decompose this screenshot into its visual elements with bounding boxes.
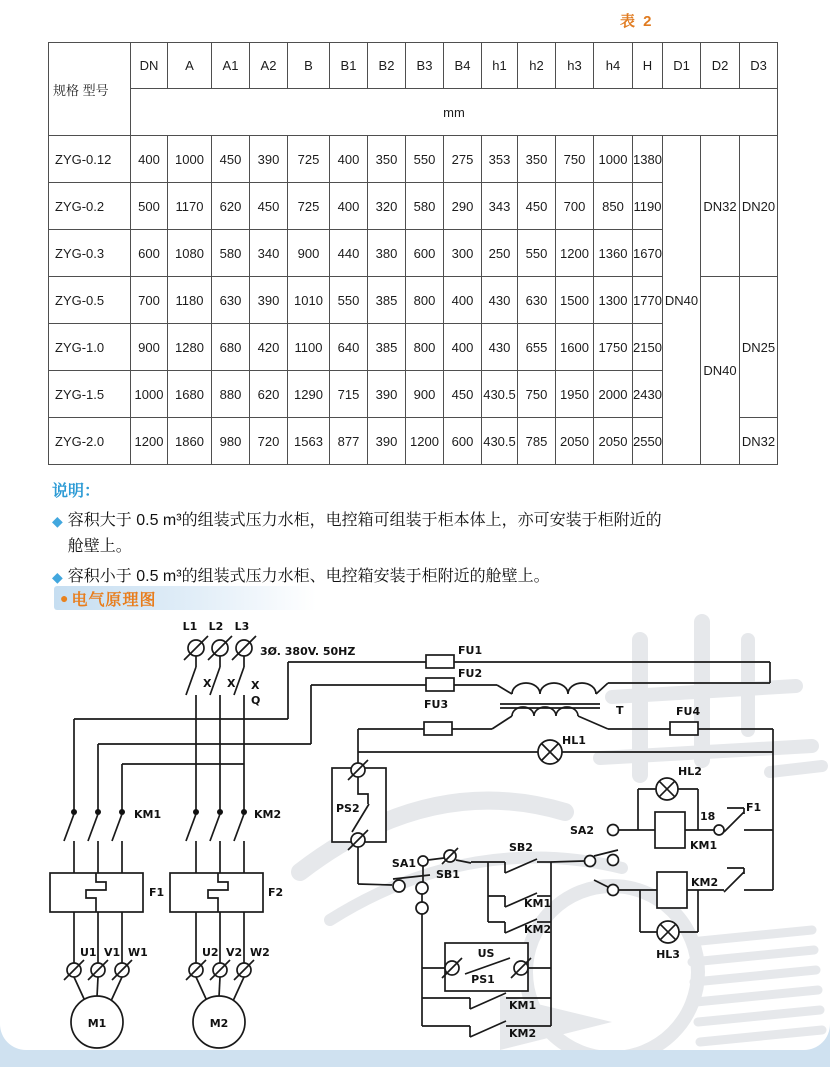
w2-label: W2	[250, 946, 270, 959]
km1-main-label: KM1	[134, 808, 162, 821]
table-row	[49, 136, 778, 183]
value-cell: 1000	[168, 136, 212, 183]
km1-aux-label: KM1	[524, 897, 552, 910]
notes-section	[52, 478, 772, 594]
value-cell: 1290	[288, 371, 330, 418]
f1-relay-label: F1	[149, 886, 165, 899]
value-cell: 600	[131, 230, 168, 277]
value-cell: 340	[250, 230, 288, 277]
value-cell: 400	[444, 324, 482, 371]
km2-bottom-label: KM2	[509, 1027, 537, 1040]
fuse-fu4-label: FU4	[676, 705, 701, 718]
model-cell: ZYG-2.0	[49, 418, 131, 465]
value-cell: 850	[594, 183, 633, 230]
value-cell: 420	[250, 324, 288, 371]
value-cell: 630	[518, 277, 556, 324]
note-text: 容积小于 0.5 m³的组装式压力水柜、电控箱安装于柜附近的舱壁上。	[67, 568, 550, 585]
value-cell: 900	[131, 324, 168, 371]
value-cell: 600	[444, 418, 482, 465]
column-header: D1	[663, 43, 701, 89]
value-cell: 2550	[633, 418, 663, 465]
value-cell: 400	[330, 183, 368, 230]
dn-merged-cell: DN40	[663, 136, 701, 465]
value-cell: 725	[288, 136, 330, 183]
supply-terminals	[183, 620, 356, 660]
fuse-fu1-label: FU1	[458, 644, 483, 657]
u1-label: U1	[80, 946, 97, 959]
fuse-fu2-label: FU2	[458, 667, 483, 680]
note-item	[52, 508, 772, 560]
value-cell: 1670	[633, 230, 663, 277]
value-cell: 400	[330, 136, 368, 183]
column-header: D3	[740, 43, 778, 89]
value-cell: 320	[368, 183, 406, 230]
contactor-main-contacts	[64, 808, 281, 873]
value-cell: 400	[444, 277, 482, 324]
value-cell: 1360	[594, 230, 633, 277]
breaker-x1-label: X	[203, 677, 212, 690]
fuse-fu3-label: FU3	[424, 698, 449, 711]
unit-row	[49, 89, 778, 136]
ps2-label: PS2	[336, 802, 360, 815]
column-header: D2	[701, 43, 740, 89]
value-cell: 350	[368, 136, 406, 183]
value-cell: 385	[368, 324, 406, 371]
km2-coil-row	[640, 868, 773, 961]
value-cell: 2050	[556, 418, 594, 465]
value-cell: 1080	[168, 230, 212, 277]
column-header: h4	[594, 43, 633, 89]
spec-table-head	[49, 43, 778, 136]
value-cell: 1200	[556, 230, 594, 277]
value-cell: 430.5	[482, 371, 518, 418]
value-cell: 1380	[633, 136, 663, 183]
column-header: A2	[250, 43, 288, 89]
sb1-sa1-switches	[392, 848, 488, 1026]
value-cell: 1000	[131, 371, 168, 418]
v2-label: V2	[226, 946, 243, 959]
w1-label: W1	[128, 946, 148, 959]
note-text: 容积大于 0.5 m³的组装式压力水柜，电控箱可组装于柜本体上，亦可安装于柜附近的舱壁上。	[67, 512, 662, 555]
km2-main-label: KM2	[254, 808, 282, 821]
value-cell: 430	[482, 277, 518, 324]
motor-m1-label: M1	[87, 1017, 107, 1030]
value-cell: 1170	[168, 183, 212, 230]
value-cell: 300	[444, 230, 482, 277]
value-cell: 250	[482, 230, 518, 277]
column-header: B1	[330, 43, 368, 89]
value-cell: 390	[368, 418, 406, 465]
f2-relay-label: F2	[268, 886, 284, 899]
value-cell: 1600	[556, 324, 594, 371]
value-cell: 1000	[594, 136, 633, 183]
dn-merged-cell: DN32	[701, 136, 740, 277]
value-cell: 550	[330, 277, 368, 324]
notes-heading: 说明：	[52, 483, 101, 500]
km1-bottom-label: KM1	[509, 999, 537, 1012]
model-cell: ZYG-1.0	[49, 324, 131, 371]
value-cell: 2430	[633, 371, 663, 418]
value-cell: 1190	[633, 183, 663, 230]
transformer-t-label: T	[616, 704, 624, 717]
value-cell: 580	[406, 183, 444, 230]
model-cell: ZYG-0.2	[49, 183, 131, 230]
sb2-label: SB2	[509, 841, 533, 854]
dn-merged-cell: DN32	[740, 418, 778, 465]
value-cell: 750	[518, 371, 556, 418]
value-cell: 550	[406, 136, 444, 183]
value-cell: 343	[482, 183, 518, 230]
value-cell: 2000	[594, 371, 633, 418]
value-cell: 620	[212, 183, 250, 230]
value-cell: 630	[212, 277, 250, 324]
thermal-relays	[50, 873, 283, 912]
value-cell: 900	[406, 371, 444, 418]
hl2-lamp-label: HL2	[678, 765, 702, 778]
phase-l2-label: L2	[208, 620, 224, 633]
value-cell: 1950	[556, 371, 594, 418]
f1-nc-contact-label: F1	[746, 801, 762, 814]
column-header: h2	[518, 43, 556, 89]
sb1-label: SB1	[436, 868, 460, 881]
value-cell: 1180	[168, 277, 212, 324]
km2-coil-label: KM2	[691, 876, 719, 889]
model-cell: ZYG-0.3	[49, 230, 131, 277]
value-cell: 1200	[406, 418, 444, 465]
value-cell: 385	[368, 277, 406, 324]
value-cell: 600	[406, 230, 444, 277]
value-cell: 350	[518, 136, 556, 183]
u2-label: U2	[202, 946, 219, 959]
value-cell: 450	[250, 183, 288, 230]
terminal-18-label: 18	[700, 810, 716, 823]
value-cell: 430.5	[482, 418, 518, 465]
value-cell: 800	[406, 324, 444, 371]
column-header: A	[168, 43, 212, 89]
value-cell: 1100	[288, 324, 330, 371]
diamond-bullet-icon: ◆	[52, 569, 63, 585]
value-cell: 725	[288, 183, 330, 230]
value-cell: 1500	[556, 277, 594, 324]
spec-table-body	[49, 136, 778, 465]
diamond-bullet-icon: ◆	[52, 513, 63, 529]
value-cell: 550	[518, 230, 556, 277]
value-cell: 785	[518, 418, 556, 465]
column-header: B2	[368, 43, 406, 89]
value-cell: 580	[212, 230, 250, 277]
model-cell: ZYG-0.5	[49, 277, 131, 324]
value-cell: 500	[131, 183, 168, 230]
value-cell: 2150	[633, 324, 663, 371]
value-cell: 390	[368, 371, 406, 418]
orange-bullet-icon: ●	[60, 590, 69, 606]
value-cell: 450	[444, 371, 482, 418]
value-cell: 1010	[288, 277, 330, 324]
column-header: h1	[482, 43, 518, 89]
breaker-x2-label: X	[227, 677, 236, 690]
header-row	[49, 43, 778, 89]
column-header: B3	[406, 43, 444, 89]
dn-merged-cell: DN40	[701, 277, 740, 465]
value-cell: 1860	[168, 418, 212, 465]
value-cell: 450	[212, 136, 250, 183]
motor-m2-label: M2	[209, 1017, 229, 1030]
hl1-lamp-label: HL1	[562, 734, 586, 747]
phase-l3-label: L3	[234, 620, 250, 633]
column-header: H	[633, 43, 663, 89]
value-cell: 1280	[168, 324, 212, 371]
value-cell: 275	[444, 136, 482, 183]
value-cell: 2050	[594, 418, 633, 465]
value-cell: 620	[250, 371, 288, 418]
ps1-label: PS1	[471, 973, 495, 986]
spec-table	[48, 42, 778, 465]
breaker-x3-label: X	[251, 679, 260, 692]
value-cell: 1200	[131, 418, 168, 465]
value-cell: 353	[482, 136, 518, 183]
hl3-lamp-label: HL3	[656, 948, 680, 961]
row-header-label: 规格 型号	[49, 43, 131, 136]
diagram-section-header	[54, 586, 316, 610]
breaker-q	[186, 656, 260, 707]
column-header: B	[288, 43, 330, 89]
dn-merged-cell: DN25	[740, 277, 778, 418]
value-cell: 655	[518, 324, 556, 371]
us-label: US	[477, 947, 495, 960]
value-cell: 380	[368, 230, 406, 277]
km1-coil-label: KM1	[690, 839, 718, 852]
value-cell: 1750	[594, 324, 633, 371]
value-cell: 1563	[288, 418, 330, 465]
value-cell: 720	[250, 418, 288, 465]
supply-rating-label: 3Ø. 380V. 50HZ	[260, 645, 356, 658]
sa2-label: SA2	[570, 824, 595, 837]
model-cell: ZYG-0.12	[49, 136, 131, 183]
value-cell: 877	[330, 418, 368, 465]
sa1-label: SA1	[391, 857, 416, 870]
value-cell: 800	[406, 277, 444, 324]
value-cell: 390	[250, 136, 288, 183]
column-header: h3	[556, 43, 594, 89]
value-cell: 400	[131, 136, 168, 183]
ps2-pressure-switch	[332, 760, 392, 885]
value-cell: 700	[131, 277, 168, 324]
column-header: B4	[444, 43, 482, 89]
km1-coil-row	[638, 765, 773, 852]
value-cell: 430	[482, 324, 518, 371]
motor-circuits	[64, 912, 270, 1048]
value-cell: 640	[330, 324, 368, 371]
value-cell: 1770	[633, 277, 663, 324]
power-wiring	[74, 662, 311, 812]
column-header: A1	[212, 43, 250, 89]
value-cell: 440	[330, 230, 368, 277]
km2-aux-label: KM2	[524, 923, 552, 936]
value-cell: 1680	[168, 371, 212, 418]
value-cell: 900	[288, 230, 330, 277]
value-cell: 290	[444, 183, 482, 230]
phase-l1-label: L1	[182, 620, 198, 633]
v1-label: V1	[104, 946, 121, 959]
electrical-schematic	[0, 610, 830, 1050]
value-cell: 980	[212, 418, 250, 465]
dn-merged-cell: DN20	[740, 136, 778, 277]
value-cell: 680	[212, 324, 250, 371]
value-cell: 390	[250, 277, 288, 324]
value-cell: 750	[556, 136, 594, 183]
value-cell: 715	[330, 371, 368, 418]
value-cell: 700	[556, 183, 594, 230]
breaker-q-label: Q	[251, 694, 261, 707]
value-cell: 880	[212, 371, 250, 418]
value-cell: 450	[518, 183, 556, 230]
diagram-section-title: 电气原理图	[71, 591, 157, 609]
table-caption: 表 2	[620, 13, 654, 30]
column-header: DN	[131, 43, 168, 89]
value-cell: 1300	[594, 277, 633, 324]
unit-cell: mm	[131, 89, 778, 136]
model-cell: ZYG-1.5	[49, 371, 131, 418]
